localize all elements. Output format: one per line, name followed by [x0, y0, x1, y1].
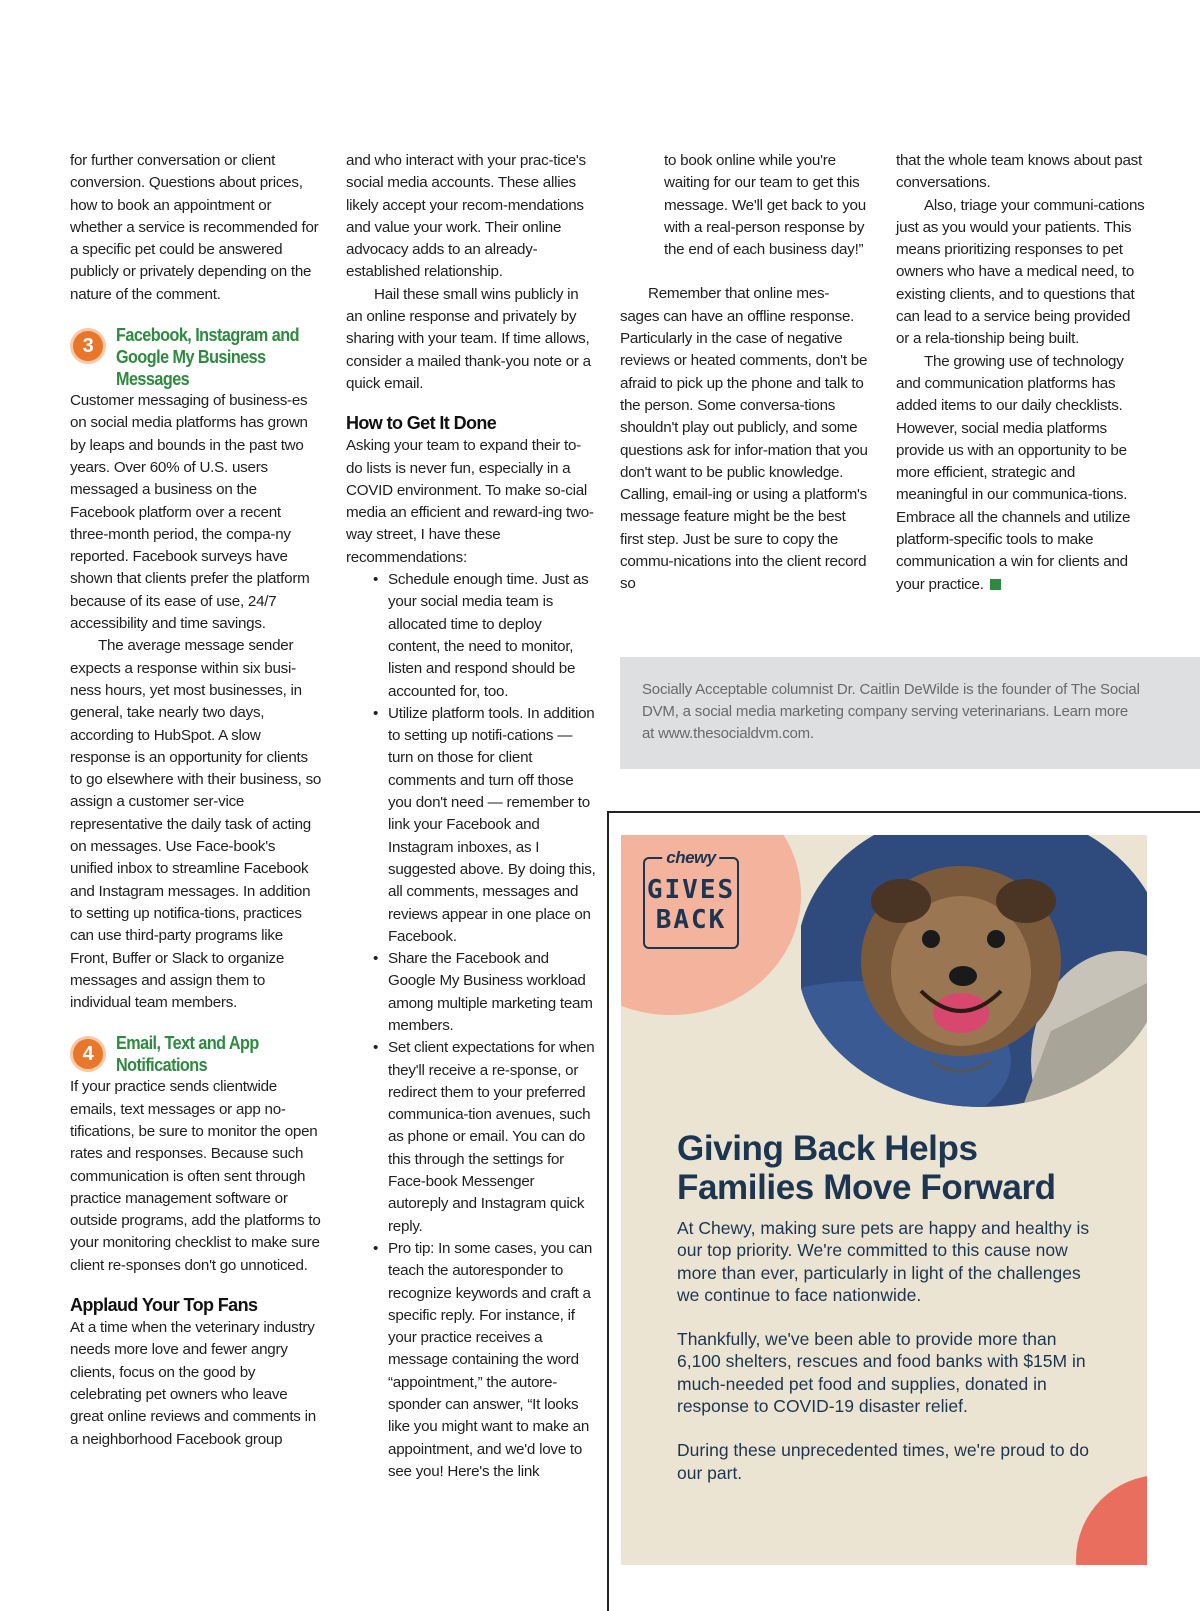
chewy-gives-back-logo: [643, 848, 739, 949]
section-title: Facebook, Instagram and Google My Business Messages: [116, 325, 299, 390]
list-item: • Set client expectations for when they'll receive a re-sponse, or redirect them to your preferred communica-tion avenues, such as phone or email. You can do this through the settings for Face-book Messenger autoreply and Instagram quick reply.: [388, 1037, 596, 1238]
section-title: Email, Text and App Notifications: [116, 1033, 259, 1076]
section-4-heading: [70, 1032, 322, 1076]
list-item: • Share the Facebook and Google My Business workload among multiple marketing team members.: [388, 948, 596, 1037]
author-bio-box: [620, 657, 1200, 769]
list-item: • Pro tip: In some cases, you can teach the autoresponder to recognize keywords and craft a specific reply. For instance, if your practice receives a message containing the word “appointment,” the autore-sponder can answer, “It looks like you might want to make an appointment, and we'd love to see you! Here's the link: [388, 1238, 596, 1483]
article-column-4: [896, 150, 1146, 596]
list-item: • Utilize platform tools. In addition to setting up notifi-cations — turn on those for client comments and turn off those you don't need — remember to link your Facebook and Instagram inboxes, as I suggested above. By doing this, all comments, messages and reviews appear in one place on Facebook.: [388, 703, 596, 948]
paragraph: Hail these small wins publicly in an online response and privately by sharing with your team. If time allows, consider a mailed thank-you note or a quick email.: [346, 285, 591, 392]
quote-continuation: to book online while you're waiting for our team to get this message. We'll get back to you with a real-person response by the end of each business day!”: [664, 152, 866, 259]
section-number-badge: 4: [70, 1036, 106, 1072]
closing-text: The growing use of technology and communication platforms has added items to our daily checklists. However, social media platforms provide us with an opportunity to be more efficient, strategic and meaningful in our communica-tions. Embrace all the channels and utilize platform-specific tools to make communication a win for clients and your practice.: [896, 352, 1131, 593]
dog-photo: [801, 835, 1147, 1111]
paragraph: that the whole team knows about past conversations.: [896, 152, 1142, 192]
paragraph: Asking your team to expand their to-do lists is never fun, especially in a COVID environment. To make so-cial media an efficient and reward-ing two-way street, I have these recommendations:: [346, 437, 594, 566]
paragraph: [896, 351, 1146, 596]
subheading: Applaud Your Top Fans: [70, 1295, 258, 1316]
paragraph: Also, triage your communi-cations just as you would your patients. This means prioritizing responses to pet owners who have a medical need, to existing clients, and to questions that can lead to a service being provided or a rela-tionship being built.: [896, 196, 1145, 348]
article-column-3: [620, 150, 868, 596]
logo-text: [645, 875, 737, 935]
recommendation-list: [346, 569, 596, 1483]
paragraph: Customer messaging of business-es on social media platforms has grown by leaps and bounds in the past two years. Over 60% of U.S. users messaged a business on the Facebook platform over a recent three-month period, the compa-ny reported. Facebook surveys have shown that clients prefer the platform because of its ease of use, 24/7 accessibility and time savings.: [70, 392, 310, 633]
article-column-2: [346, 150, 596, 1483]
ad-body: [677, 1217, 1097, 1506]
subheading: How to Get It Done: [346, 413, 497, 434]
chewy-advertisement: [621, 835, 1147, 1565]
ad-paragraph: During these unprecedented times, we're proud to do our part.: [677, 1440, 1089, 1483]
end-mark-icon: [990, 579, 1001, 590]
author-bio-text: Socially Acceptable columnist Dr. Caitlin DeWilde is the founder of The Social DVM, a social media marketing company serving veterinarians. Learn more at www.thesocialdvm.com.: [642, 681, 1140, 742]
section-number-badge: 3: [70, 328, 106, 364]
logo-line: BACK: [655, 905, 727, 935]
section-3-heading: [70, 324, 322, 390]
paragraph: If your practice sends clientwide emails, text messages or app no-tifications, be sure to monitor the open rates and responses. Because such communication is often sent through practice management software or outside programs, add the platforms to your monitoring checklist to make sure client re-sponses don't go unnoticed.: [70, 1078, 321, 1274]
article-column-1: [70, 150, 322, 1451]
ad-paragraph: At Chewy, making sure pets are happy and healthy is our top priority. We're committed to this cause now more than ever, particularly in light of the challenges we continue to face nationwide.: [677, 1218, 1090, 1305]
ad-headline: Giving Back Helps Families Move Forward: [677, 1129, 1056, 1207]
paragraph: At a time when the veterinary industry needs more love and fewer angry clients, focus on the good by celebrating pet owners who leave great online reviews and comments in a neighborhood Facebook group: [70, 1319, 316, 1448]
ad-paragraph: Thankfully, we've been able to provide more than 6,100 shelters, rescues and food banks with $15M in much-needed pet food and supplies, donated in response to COVID-19 disaster relief.: [677, 1329, 1086, 1417]
paragraph: Remember that online mes-sages can have an offline response. Particularly in the case of negative reviews or heated comments, don't be afraid to pick up the phone and talk to the person. Some conversa-tions shouldn't play out publicly, and some questions ask for infor-mation that you don't want to be public knowledge. Calling, email-ing or using a platform's message feature might be the best first step. Just be sure to copy the commu-nications into the client record so: [620, 285, 868, 593]
logo-line: GIVES: [646, 875, 736, 905]
paragraph: for further conversation or client conversion. Questions about prices, how to book an appointment or whether a service is recommended for a specific pet could be answered publicly or privately depending on the nature of the comment.: [70, 152, 319, 303]
paragraph: and who interact with your prac-tice's social media accounts. These allies likely accept your recom-mendations and value your work. Their online advocacy adds to an already-established relationship.: [346, 152, 586, 281]
logo-brand: chewy: [662, 847, 719, 869]
paragraph: The average message sender expects a response within six busi-ness hours, yet most businesses, in general, take nearly two days, according to HubSpot. A slow response is an opportunity for clients to go elsewhere with their business, so assign a customer ser-vice representative the daily task of acting on messages. Use Face-book's unified inbox to streamline Facebook and Instagram messages. In addition to setting up notifica-tions, practices can use third-party programs like Front, Buffer or Slack to organize messages and assign them to individual team members.: [70, 637, 322, 1012]
list-item: • Schedule enough time. Just as your social media team is allocated time to deploy content, the need to monitor, listen and respond should be accounted for, too.: [388, 569, 596, 703]
